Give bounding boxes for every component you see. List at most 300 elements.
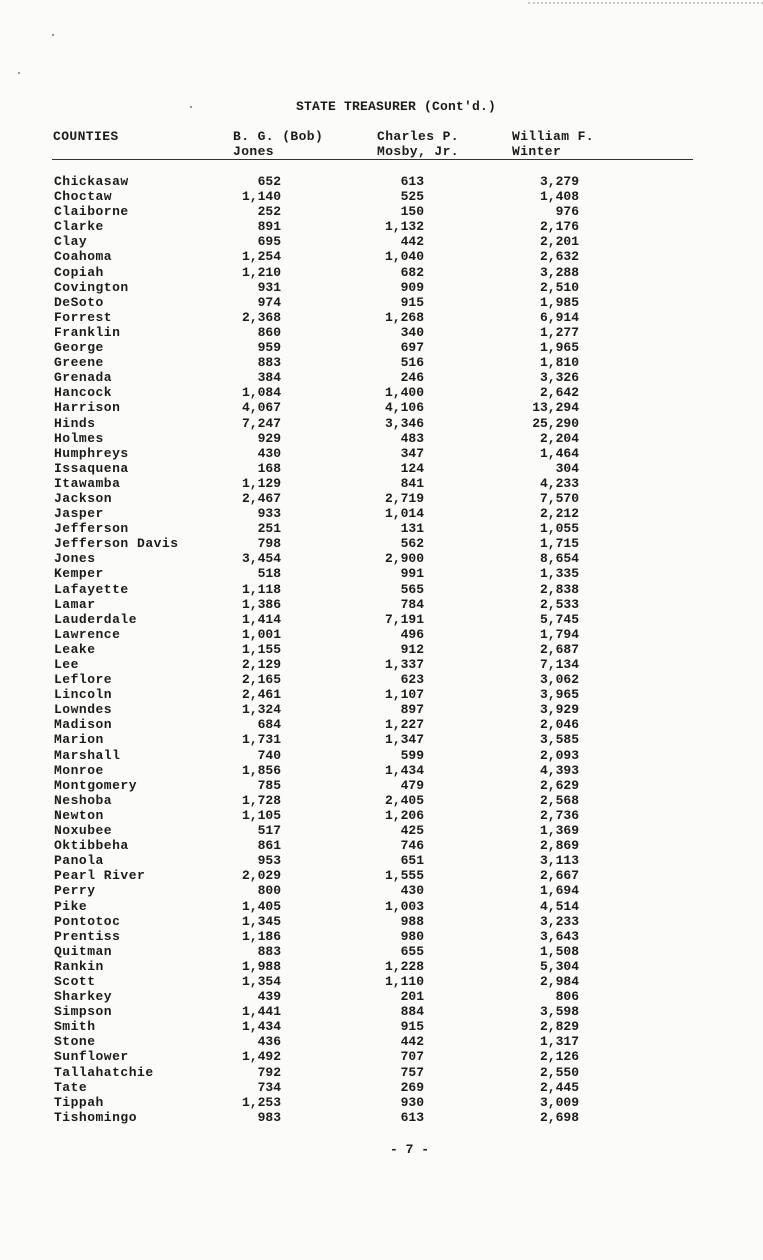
jones-votes: 439: [257, 989, 281, 1005]
county-name: Grenada: [54, 370, 113, 386]
winter-votes: 13,294: [532, 400, 579, 416]
winter-votes: 1,055: [539, 521, 579, 537]
county-name: Newton: [54, 807, 104, 823]
jones-votes: 2,368: [241, 309, 281, 325]
winter-votes: 3,598: [539, 1004, 579, 1020]
scan-speck: [18, 72, 20, 74]
table-row: [0, 1019, 763, 1034]
mosby-votes: 150: [400, 204, 424, 220]
jones-votes: 251: [257, 521, 281, 537]
jones-votes: 1,731: [241, 732, 281, 748]
table-row: [0, 416, 763, 431]
county-name: Pearl River: [54, 868, 146, 884]
mosby-votes: 1,003: [384, 898, 424, 914]
winter-votes: 3,585: [539, 732, 579, 748]
table-row: [0, 808, 763, 823]
jones-votes: 883: [257, 943, 281, 959]
mosby-votes: 340: [400, 324, 424, 340]
table-row: [0, 1034, 763, 1049]
table-row: [0, 310, 763, 325]
table-row: [0, 959, 763, 974]
county-name: Neshoba: [54, 792, 113, 808]
mosby-votes: 1,206: [384, 807, 424, 823]
county-name: Tate: [54, 1079, 88, 1095]
jones-votes: 1,988: [241, 958, 281, 974]
table-row: [0, 974, 763, 989]
header-jones: B. G. (Bob) Jones: [233, 129, 324, 159]
header-winter: William F. Winter: [512, 129, 595, 159]
winter-votes: 7,570: [539, 490, 579, 506]
table-row: [0, 732, 763, 747]
county-name: Perry: [54, 883, 96, 899]
table-row: [0, 914, 763, 929]
mosby-votes: 347: [400, 445, 424, 461]
mosby-votes: 912: [400, 641, 424, 657]
table-row: [0, 899, 763, 914]
winter-votes: 2,093: [539, 747, 579, 763]
jones-votes: 2,461: [241, 687, 281, 703]
county-name: Lee: [54, 657, 79, 672]
county-name: Clay: [54, 234, 88, 250]
county-name: Leflore: [54, 672, 113, 688]
mosby-votes: 697: [400, 340, 424, 356]
jones-votes: 861: [257, 838, 281, 854]
mosby-votes: 909: [400, 279, 424, 295]
table-row: [0, 748, 763, 763]
table-row: [0, 1095, 763, 1110]
mosby-votes: 1,107: [384, 687, 424, 703]
table-row: [0, 627, 763, 642]
table-row: [0, 1110, 763, 1125]
winter-votes: 2,629: [539, 777, 579, 793]
mosby-votes: 1,132: [384, 219, 424, 235]
jones-votes: 1,405: [241, 898, 281, 914]
winter-votes: 3,062: [539, 672, 579, 688]
scan-speck: [190, 106, 192, 108]
county-name: Copiah: [54, 264, 104, 280]
jones-votes: 2,129: [241, 657, 281, 672]
jones-votes: 2,165: [241, 672, 281, 688]
mosby-votes: 131: [400, 521, 424, 537]
table-row: [0, 265, 763, 280]
table-row: [0, 446, 763, 461]
winter-votes: 3,929: [539, 702, 579, 718]
table-row: [0, 944, 763, 959]
winter-votes: 2,632: [539, 249, 579, 265]
table-row: [0, 687, 763, 702]
table-row: [0, 763, 763, 778]
table-row: [0, 385, 763, 400]
table-row: [0, 189, 763, 204]
county-name: George: [54, 340, 104, 356]
jones-votes: 2,029: [241, 868, 281, 884]
table-row: [0, 989, 763, 1004]
jones-votes: 4,067: [241, 400, 281, 416]
mosby-votes: 1,400: [384, 385, 424, 401]
mosby-votes: 1,434: [384, 762, 424, 778]
winter-votes: 976: [555, 204, 579, 220]
mosby-votes: 479: [400, 777, 424, 793]
jones-votes: 384: [257, 370, 281, 386]
mosby-votes: 746: [400, 838, 424, 854]
jones-votes: 1,129: [241, 475, 281, 491]
winter-votes: 4,233: [539, 475, 579, 491]
county-name: Clarke: [54, 219, 104, 235]
jones-votes: 2,467: [241, 490, 281, 506]
county-name: DeSoto: [54, 294, 104, 310]
mosby-votes: 980: [400, 928, 424, 944]
jones-votes: 785: [257, 777, 281, 793]
county-name: Franklin: [54, 324, 121, 340]
mosby-votes: 613: [400, 1109, 424, 1125]
winter-votes: 3,965: [539, 687, 579, 703]
table-row: [0, 793, 763, 808]
county-name: Greene: [54, 355, 104, 371]
mosby-votes: 442: [400, 234, 424, 250]
winter-votes: 1,369: [539, 823, 579, 839]
table-row: [0, 506, 763, 521]
winter-votes: 3,279: [539, 174, 579, 189]
winter-votes: 806: [555, 989, 579, 1005]
jones-votes: 1,441: [241, 1004, 281, 1020]
winter-votes: 3,233: [539, 913, 579, 929]
winter-votes: 3,643: [539, 928, 579, 944]
jones-votes: 1,728: [241, 792, 281, 808]
jones-votes: 1,414: [241, 611, 281, 627]
mosby-votes: 988: [400, 913, 424, 929]
mosby-votes: 7,191: [384, 611, 424, 627]
mosby-votes: 915: [400, 1019, 424, 1035]
table-row: [0, 249, 763, 264]
mosby-votes: 496: [400, 626, 424, 642]
winter-votes: 5,745: [539, 611, 579, 627]
mosby-votes: 613: [400, 174, 424, 189]
winter-votes: 4,393: [539, 762, 579, 778]
jones-votes: 1,386: [241, 596, 281, 612]
winter-votes: 3,009: [539, 1094, 579, 1110]
jones-votes: 798: [257, 536, 281, 552]
jones-votes: 7,247: [241, 415, 281, 431]
county-name: Simpson: [54, 1004, 113, 1020]
mosby-votes: 930: [400, 1094, 424, 1110]
table-row: [0, 461, 763, 476]
table-row: [0, 521, 763, 536]
jones-votes: 740: [257, 747, 281, 763]
mosby-votes: 757: [400, 1064, 424, 1080]
county-name: Noxubee: [54, 823, 113, 839]
jones-votes: 1,001: [241, 626, 281, 642]
table-row: [0, 838, 763, 853]
winter-votes: 2,667: [539, 868, 579, 884]
winter-votes: 2,533: [539, 596, 579, 612]
county-name: Forrest: [54, 309, 113, 325]
mosby-votes: 682: [400, 264, 424, 280]
county-name: Lincoln: [54, 687, 113, 703]
mosby-votes: 2,405: [384, 792, 424, 808]
jones-votes: 1,254: [241, 249, 281, 265]
table-row: [0, 1049, 763, 1064]
county-name: Panola: [54, 853, 104, 869]
winter-votes: 2,869: [539, 838, 579, 854]
jones-votes: 891: [257, 219, 281, 235]
county-name: Covington: [54, 279, 129, 295]
county-name: Lafayette: [54, 581, 129, 597]
county-name: Holmes: [54, 430, 104, 446]
page-number: - 7 -: [390, 1142, 430, 1157]
jones-votes: 652: [257, 174, 281, 189]
table-row: [0, 1004, 763, 1019]
winter-votes: 2,046: [539, 717, 579, 733]
mosby-votes: 707: [400, 1049, 424, 1065]
jones-votes: 792: [257, 1064, 281, 1080]
table-row: [0, 612, 763, 627]
winter-votes: 2,212: [539, 506, 579, 522]
jones-votes: 684: [257, 717, 281, 733]
winter-votes: 2,126: [539, 1049, 579, 1065]
jones-votes: 983: [257, 1109, 281, 1125]
jones-votes: 800: [257, 883, 281, 899]
winter-votes: 2,201: [539, 234, 579, 250]
winter-votes: 1,715: [539, 536, 579, 552]
county-name: Smith: [54, 1019, 96, 1035]
table-row: [0, 929, 763, 944]
mosby-votes: 483: [400, 430, 424, 446]
top-edge-dots: [528, 0, 763, 4]
table-row: [0, 280, 763, 295]
county-name: Pike: [54, 898, 88, 914]
county-name: Itawamba: [54, 475, 121, 491]
jones-votes: 695: [257, 234, 281, 250]
county-name: Monroe: [54, 762, 104, 778]
county-name: Claiborne: [54, 204, 129, 220]
county-name: Stone: [54, 1034, 96, 1050]
table-row: [0, 234, 763, 249]
county-name: Lawrence: [54, 626, 121, 642]
county-name: Prentiss: [54, 928, 121, 944]
jones-votes: 1,210: [241, 264, 281, 280]
winter-votes: 7,134: [539, 657, 579, 672]
county-name: Jefferson Davis: [54, 536, 179, 552]
mosby-votes: 655: [400, 943, 424, 959]
jones-votes: 1,324: [241, 702, 281, 718]
jones-votes: 518: [257, 566, 281, 582]
county-name: Lauderdale: [54, 611, 138, 627]
winter-votes: 2,687: [539, 641, 579, 657]
mosby-votes: 784: [400, 596, 424, 612]
winter-votes: 2,568: [539, 792, 579, 808]
county-name: Chickasaw: [54, 174, 129, 189]
jones-votes: 931: [257, 279, 281, 295]
winter-votes: 2,736: [539, 807, 579, 823]
mosby-votes: 1,040: [384, 249, 424, 265]
mosby-votes: 1,337: [384, 657, 424, 672]
header-rule: [52, 159, 693, 160]
jones-votes: 959: [257, 340, 281, 356]
winter-votes: 2,698: [539, 1109, 579, 1125]
jones-votes: 430: [257, 445, 281, 461]
mosby-votes: 124: [400, 460, 424, 476]
winter-votes: 1,985: [539, 294, 579, 310]
mosby-votes: 651: [400, 853, 424, 869]
table-row: [0, 355, 763, 370]
mosby-votes: 991: [400, 566, 424, 582]
county-name: Marshall: [54, 747, 121, 763]
winter-votes: 2,829: [539, 1019, 579, 1035]
table-row: [0, 491, 763, 506]
mosby-votes: 3,346: [384, 415, 424, 431]
table-row: [0, 672, 763, 687]
winter-votes: 2,838: [539, 581, 579, 597]
county-name: Issaquena: [54, 460, 129, 476]
winter-votes: 1,317: [539, 1034, 579, 1050]
jones-votes: 883: [257, 355, 281, 371]
mosby-votes: 1,228: [384, 958, 424, 974]
winter-votes: 1,277: [539, 324, 579, 340]
table-row: [0, 883, 763, 898]
winter-votes: 1,408: [539, 189, 579, 205]
mosby-votes: 884: [400, 1004, 424, 1020]
winter-votes: 3,113: [539, 853, 579, 869]
county-name: Humphreys: [54, 445, 129, 461]
jones-votes: 1,345: [241, 913, 281, 929]
mosby-votes: 525: [400, 189, 424, 205]
mosby-votes: 1,014: [384, 506, 424, 522]
mosby-votes: 565: [400, 581, 424, 597]
mosby-votes: 4,106: [384, 400, 424, 416]
jones-votes: 168: [257, 460, 281, 476]
jones-votes: 1,354: [241, 973, 281, 989]
jones-votes: 974: [257, 294, 281, 310]
winter-votes: 2,510: [539, 279, 579, 295]
table-row: [0, 1065, 763, 1080]
winter-votes: 4,514: [539, 898, 579, 914]
table-row: [0, 370, 763, 385]
winter-votes: 2,642: [539, 385, 579, 401]
winter-votes: 2,984: [539, 973, 579, 989]
county-name: Lamar: [54, 596, 96, 612]
table-row: [0, 340, 763, 355]
county-name: Jackson: [54, 490, 113, 506]
table-row: [0, 476, 763, 491]
winter-votes: 2,445: [539, 1079, 579, 1095]
jones-votes: 734: [257, 1079, 281, 1095]
county-name: Scott: [54, 973, 96, 989]
table-row: [0, 868, 763, 883]
jones-votes: 1,118: [241, 581, 281, 597]
mosby-votes: 599: [400, 747, 424, 763]
county-name: Hinds: [54, 415, 96, 431]
county-name: Tallahatchie: [54, 1064, 154, 1080]
county-name: Jasper: [54, 506, 104, 522]
county-name: Harrison: [54, 400, 121, 416]
county-name: Coahoma: [54, 249, 113, 265]
table-row: [0, 823, 763, 838]
county-name: Sunflower: [54, 1049, 129, 1065]
mosby-votes: 562: [400, 536, 424, 552]
jones-votes: 1,856: [241, 762, 281, 778]
mosby-votes: 1,268: [384, 309, 424, 325]
jones-votes: 1,434: [241, 1019, 281, 1035]
winter-votes: 5,304: [539, 958, 579, 974]
county-name: Sharkey: [54, 989, 113, 1005]
table-row: [0, 582, 763, 597]
table-row: [0, 551, 763, 566]
table-row: [0, 219, 763, 234]
mosby-votes: 1,227: [384, 717, 424, 733]
table-row: [0, 400, 763, 415]
table-row: [0, 204, 763, 219]
jones-votes: 929: [257, 430, 281, 446]
mosby-votes: 425: [400, 823, 424, 839]
mosby-votes: 430: [400, 883, 424, 899]
winter-votes: 1,464: [539, 445, 579, 461]
winter-votes: 1,335: [539, 566, 579, 582]
table-row: [0, 1080, 763, 1095]
winter-votes: 2,176: [539, 219, 579, 235]
county-name: Kemper: [54, 566, 104, 582]
table-row: [0, 566, 763, 581]
winter-votes: 1,508: [539, 943, 579, 959]
mosby-votes: 1,110: [384, 973, 424, 989]
mosby-votes: 897: [400, 702, 424, 718]
county-name: Pontotoc: [54, 913, 121, 929]
jones-votes: 252: [257, 204, 281, 220]
county-name: Jefferson: [54, 521, 129, 537]
county-name: Leake: [54, 641, 96, 657]
table-row: [0, 717, 763, 732]
county-name: Quitman: [54, 943, 113, 959]
winter-votes: 1,810: [539, 355, 579, 371]
mosby-votes: 841: [400, 475, 424, 491]
winter-votes: 2,550: [539, 1064, 579, 1080]
mosby-votes: 915: [400, 294, 424, 310]
mosby-votes: 623: [400, 672, 424, 688]
table-row: [0, 642, 763, 657]
mosby-votes: 1,555: [384, 868, 424, 884]
mosby-votes: 269: [400, 1079, 424, 1095]
jones-votes: 1,492: [241, 1049, 281, 1065]
table-row: [0, 657, 763, 672]
jones-votes: 1,105: [241, 807, 281, 823]
jones-votes: 1,140: [241, 189, 281, 205]
county-name: Madison: [54, 717, 113, 733]
header-counties: COUNTIES: [53, 129, 119, 144]
table-row: [0, 778, 763, 793]
table-row: [0, 853, 763, 868]
county-name: Tippah: [54, 1094, 104, 1110]
table-row: [0, 597, 763, 612]
county-results-table: [0, 174, 763, 1125]
winter-votes: 25,290: [532, 415, 579, 431]
county-name: Montgomery: [54, 777, 138, 793]
winter-votes: 1,694: [539, 883, 579, 899]
county-name: Rankin: [54, 958, 104, 974]
mosby-votes: 442: [400, 1034, 424, 1050]
mosby-votes: 2,719: [384, 490, 424, 506]
county-name: Lowndes: [54, 702, 113, 718]
table-row: [0, 536, 763, 551]
jones-votes: 436: [257, 1034, 281, 1050]
mosby-votes: 1,347: [384, 732, 424, 748]
page-title: STATE TREASURER (Cont'd.): [296, 99, 497, 114]
winter-votes: 8,654: [539, 551, 579, 567]
jones-votes: 1,084: [241, 385, 281, 401]
table-row: [0, 431, 763, 446]
jones-votes: 1,155: [241, 641, 281, 657]
jones-votes: 517: [257, 823, 281, 839]
jones-votes: 1,186: [241, 928, 281, 944]
jones-votes: 3,454: [241, 551, 281, 567]
